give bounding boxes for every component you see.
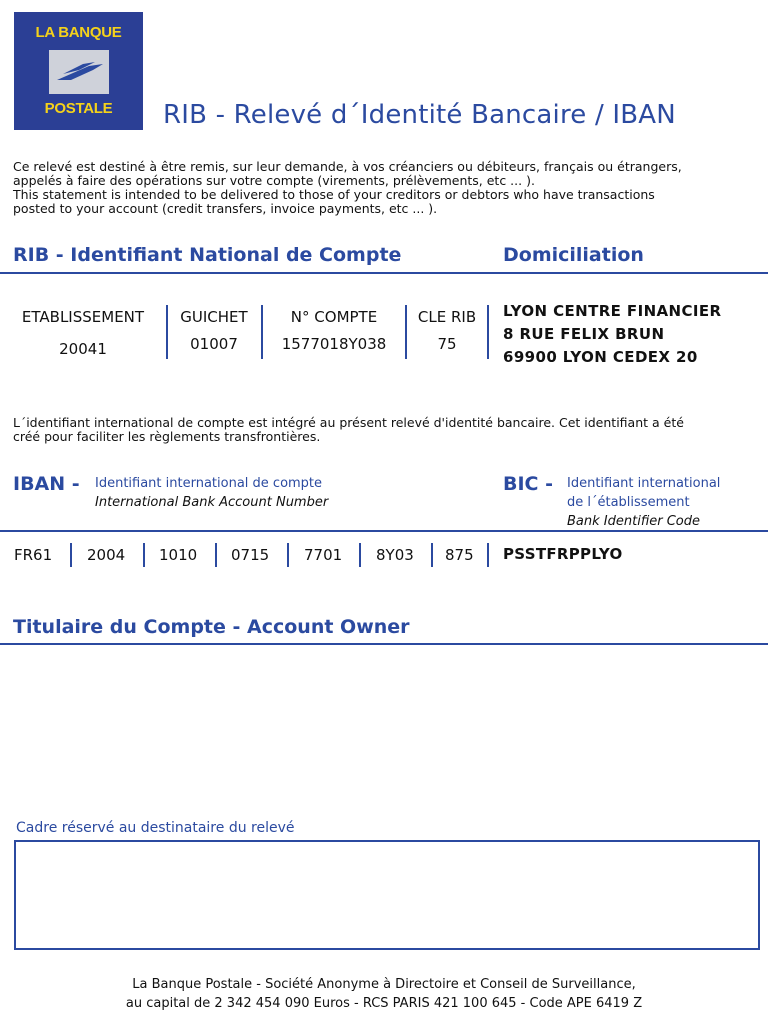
compte-value: 1577018Y038 [281,335,387,353]
note-line: L´identifiant international de compte est intégré au présent relevé d'identité bancaire. Cet identifiant a été [13,415,684,430]
iban-divider [0,530,768,532]
bird-emblem-icon [49,50,109,94]
iban-note [13,416,758,444]
iban-part: 8Y03 [376,546,414,564]
footer-line: au capital de 2 342 454 090 Euros - RCS PARIS 421 100 645 - Code APE 6419 Z [125,996,643,1011]
intro-text [13,160,758,216]
rib-separator [166,305,168,359]
logo-text-top: LA BANQUE [35,24,122,41]
iban-part: 1010 [159,546,198,564]
iban-part: 0715 [231,546,270,564]
iban-separator [431,543,433,567]
rib-separator [261,305,263,359]
rib-separator [487,305,489,359]
recipient-box [14,840,760,950]
intro-line: posted to your account (credit transfers, invoice payments, etc ... ). [13,201,438,216]
etablissement-label: ETABLISSEMENT [21,308,145,326]
iban-desc-fr: Identifiant international de compte [95,476,323,491]
iban-separator [215,543,217,567]
cle-rib-value: 75 [437,335,457,353]
bic-desc-en: Bank Identifier Code [567,514,700,529]
cadre-label: Cadre réservé au destinataire du relevé [16,820,295,836]
bic-desc-fr-2: de l´établissement [567,495,690,510]
compte-label: N° COMPTE [290,308,378,326]
iban-separator [287,543,289,567]
iban-part: 7701 [304,546,343,564]
note-line: créé pour faciliter les règlements transfrontières. [13,429,321,444]
domiciliation-heading: Domiciliation [503,244,644,266]
bank-logo [14,12,143,130]
address-line: 8 RUE FELIX BRUN [503,325,665,343]
owner-divider [0,643,768,645]
page-title: RIB - Relevé d´Identité Bancaire / IBAN [163,100,676,130]
iban-part: 875 [445,546,474,564]
logo-text-bottom: POSTALE [44,100,113,117]
bic-label: BIC - [503,473,553,495]
iban-part: FR61 [14,546,53,564]
guichet-value: 01007 [190,335,238,353]
etablissement-value: 20041 [59,340,107,358]
iban-separator [487,543,489,567]
bic-value: PSSTFRPPLYO [503,545,623,563]
bic-desc-fr-1: Identifiant international [567,476,721,491]
cle-rib-label: CLE RIB [417,308,477,326]
iban-label: IBAN - [13,473,80,495]
address-line: 69900 LYON CEDEX 20 [503,348,698,366]
iban-part: 2004 [87,546,126,564]
intro-line: This statement is intended to be delivered to those of your creditors or debtors who have transactions [13,187,655,202]
rib-heading: RIB - Identifiant National de Compte [13,244,402,266]
owner-heading: Titulaire du Compte - Account Owner [13,616,410,638]
footer-line: La Banque Postale - Société Anonyme à Directoire et Conseil de Surveillance, [132,977,636,992]
domiciliation-address [503,300,721,369]
iban-separator [70,543,72,567]
intro-line: Ce relevé est destiné à être remis, sur leur demande, à vos créanciers ou débiteurs, français ou étrangers, [13,159,682,174]
guichet-label: GUICHET [180,308,248,326]
iban-desc-en: International Bank Account Number [95,495,329,510]
intro-line: appelés à faire des opérations sur votre compte (virements, prélèvements, etc ... ). [13,173,535,188]
iban-separator [359,543,361,567]
iban-separator [143,543,145,567]
rib-divider [0,272,768,274]
rib-separator [405,305,407,359]
address-line: LYON CENTRE FINANCIER [503,302,722,320]
